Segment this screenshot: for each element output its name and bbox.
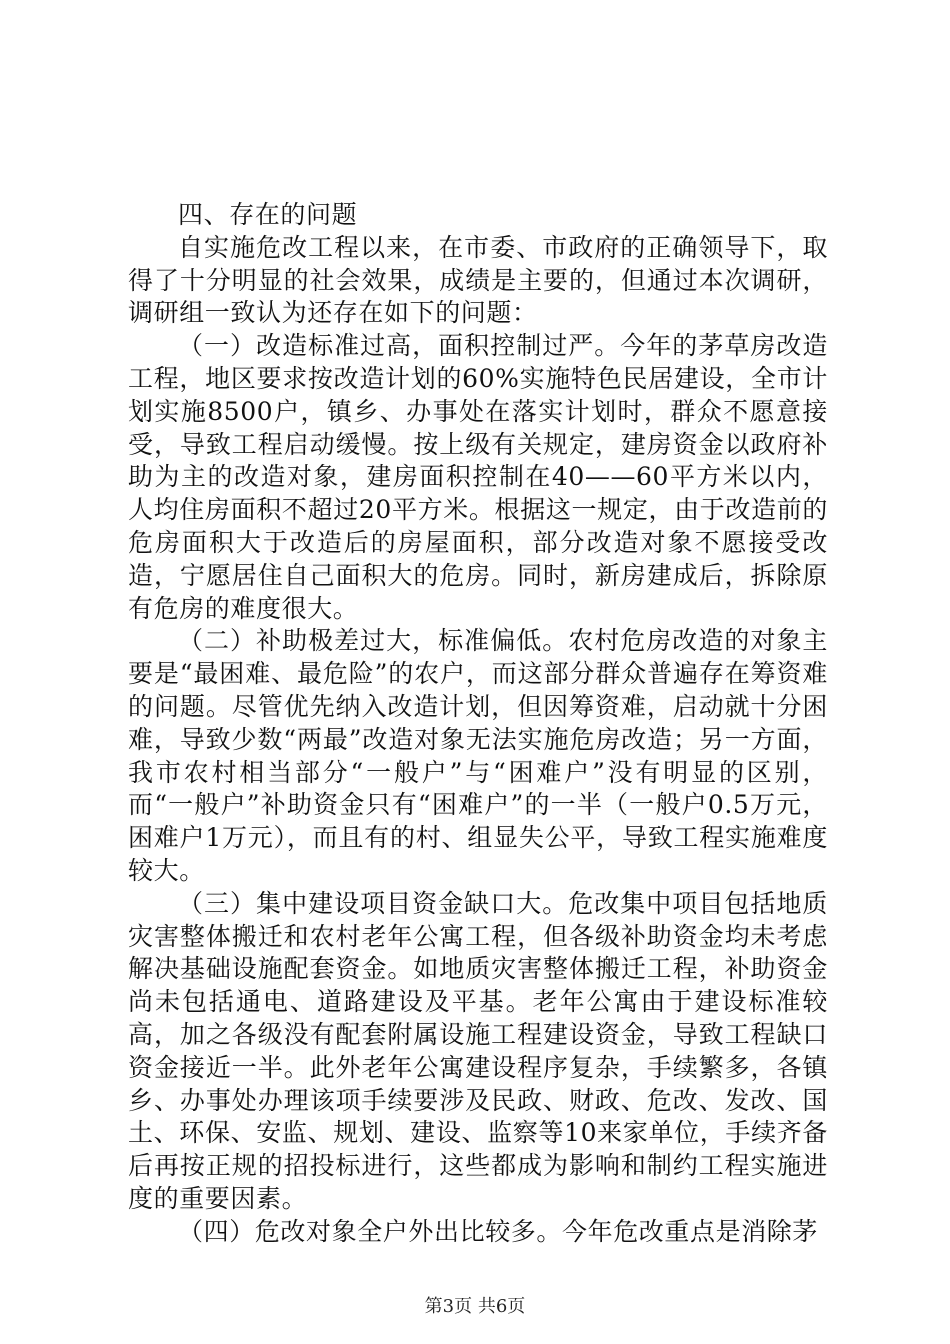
page-footer: 第3页 共6页: [424, 1296, 526, 1317]
document-body: [128, 199, 828, 1249]
paragraph-intro: 自实施危改工程以来，在市委、市政府的正确领导下，取得了十分明显的社会效果，成绩是主要的，但通过本次调研，调研组一致认为还存在如下的问题：: [128, 232, 828, 328]
paragraph-issue-1: （一）改造标准过高，面积控制过严。今年的茅草房改造工程，地区要求按改造计划的60%实施特色民居建设，全市计划实施8500户，镇乡、办事处在落实计划时，群众不愿意接受，导致工程启动缓慢。按上级有关规定，建房资金以政府补助为主的改造对象，建房面积控制在40——60平方米以内，人均住房面积不超过20平方米。根据这一规定，由于改造前的危房面积大于改造后的房屋面积，部分改造对象不愿接受改造，宁愿居住自己面积大的危房。同时，新房建成后，拆除原有危房的难度很大。: [128, 331, 828, 623]
paragraph-issue-4: （四）危改对象全户外出比较多。今年危改重点是消除茅: [178, 1216, 819, 1246]
section-heading: 四、存在的问题: [178, 200, 358, 229]
paragraph-issue-2: （二）补助极差过大，标准偏低。农村危房改造的对象主要是“最困难、最危险”的农户，而这部分群众普遍存在筹资难的问题。尽管优先纳入改造计划，但因筹资难，启动就十分困难，导致少数“两最”改造对象无法实施危房改造；另一方面，我市农村相当部分“一般户”与“困难户”没有明显的区别，而“一般户”补助资金只有“困难户”的一半（一般户0.5万元，困难户1万元），而且有的村、组显失公平，导致工程实施难度较大。: [128, 626, 828, 885]
paragraph-issue-3: （三）集中建设项目资金缺口大。危改集中项目包括地质灾害整体搬迁和农村老年公寓工程，但各级补助资金均未考虑解决基础设施配套资金。如地质灾害整体搬迁工程，补助资金尚未包括通电、道路建设及平基。老年公寓由于建设标准较高，加之各级没有配套附属设施工程建设资金，导致工程缺口资金接近一半。此外老年公寓建设程序复杂，手续繁多，各镇乡、办事处办理该项手续要涉及民政、财政、危改、发改、国土、环保、安监、规划、建设、监察等10来家单位，手续齐备后再按正规的招投标进行，这些都成为影响和制约工程实施进度的重要因素。: [128, 888, 828, 1213]
